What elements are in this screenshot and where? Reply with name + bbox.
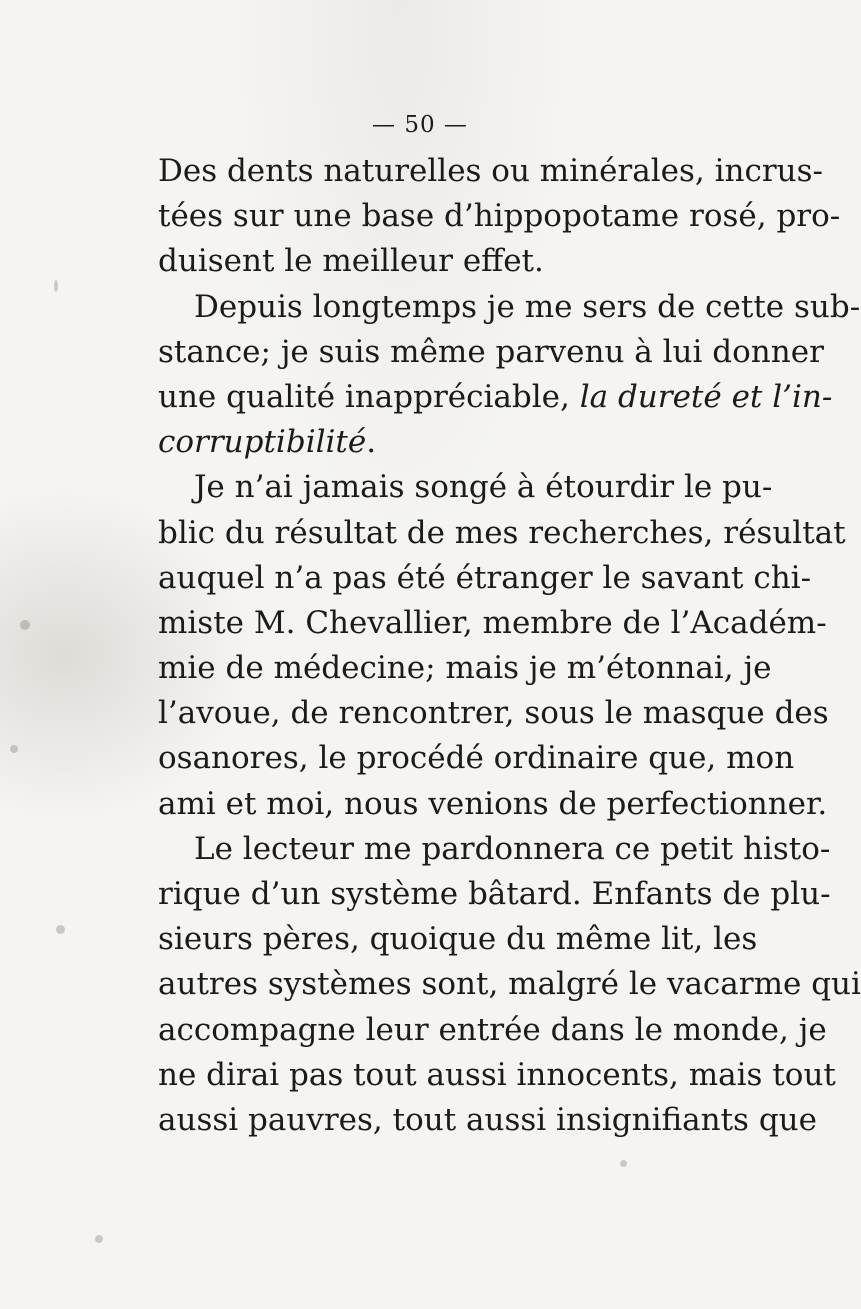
line-text: Depuis longtemps je me sers de cette sub- (194, 288, 861, 325)
text-line (158, 556, 812, 601)
ink-speck (56, 925, 65, 934)
text-line (158, 1098, 817, 1143)
line-text-italic: corruptibilité (158, 424, 367, 461)
text-line (158, 917, 758, 962)
line-text: aussi pauvres, tout aussi insignifiants que (158, 1101, 817, 1138)
ink-speck (620, 1160, 627, 1167)
ink-speck (10, 745, 18, 753)
line-text-after: . (366, 424, 377, 461)
ink-speck (95, 1235, 103, 1243)
text-line (158, 872, 831, 917)
line-text: accompagne leur entrée dans le monde, je (158, 1011, 827, 1048)
line-text: sieurs pères, quoique du même lit, les (158, 921, 758, 958)
text-line (158, 736, 795, 781)
line-text: stance; je suis même parvenu à lui donner (158, 333, 824, 370)
text-line (158, 194, 841, 239)
text-line (158, 691, 829, 736)
ink-speck (20, 620, 30, 630)
line-text: osanores, le procédé ordinaire que, mon (158, 740, 795, 777)
page-number: — 50 — (372, 112, 468, 138)
line-text: Le lecteur me pardonnera ce petit histo- (194, 830, 831, 867)
line-text-italic: la dureté et l’in- (579, 378, 833, 415)
ink-speck (54, 280, 58, 292)
line-text: blic du résultat de mes recherches, résultat (158, 514, 846, 551)
line-text: miste M. Chevallier, membre de l’Académ- (158, 604, 827, 641)
line-text: tées sur une base d’hippopotame rosé, pro- (158, 198, 841, 235)
text-line (158, 285, 861, 330)
line-text: ne dirai pas tout aussi innocents, mais tout (158, 1056, 836, 1093)
text-line (158, 1008, 827, 1053)
line-text: autres systèmes sont, malgré le vacarme qui (158, 966, 861, 1003)
text-line (158, 375, 833, 420)
text-line (158, 1053, 836, 1098)
text-line (158, 782, 828, 827)
line-text: duisent le meilleur effet. (158, 243, 544, 280)
text-line (158, 420, 733, 465)
text-line (158, 465, 773, 510)
line-text: ami et moi, nous venions de perfectionner. (158, 785, 828, 822)
line-text: auquel n’a pas été étranger le savant chi- (158, 559, 812, 596)
text-line (158, 149, 824, 194)
line-text: Des dents naturelles ou minérales, incrus- (158, 153, 824, 189)
line-text-before: une qualité inappréciable, (158, 378, 580, 415)
text-line (158, 511, 846, 556)
text-line (158, 330, 824, 375)
body-text (158, 149, 861, 1143)
line-text: mie de médecine; mais je m’étonnai, je (158, 650, 772, 687)
line-text: Je n’ai jamais songé à étourdir le pu- (194, 469, 773, 506)
line-text: l’avoue, de rencontrer, sous le masque des (158, 695, 829, 732)
line-text: rique d’un système bâtard. Enfants de plu- (158, 876, 831, 912)
text-line (158, 827, 831, 872)
text-line (158, 239, 733, 284)
text-line (158, 601, 827, 646)
text-line (158, 646, 772, 691)
text-line (158, 962, 861, 1007)
